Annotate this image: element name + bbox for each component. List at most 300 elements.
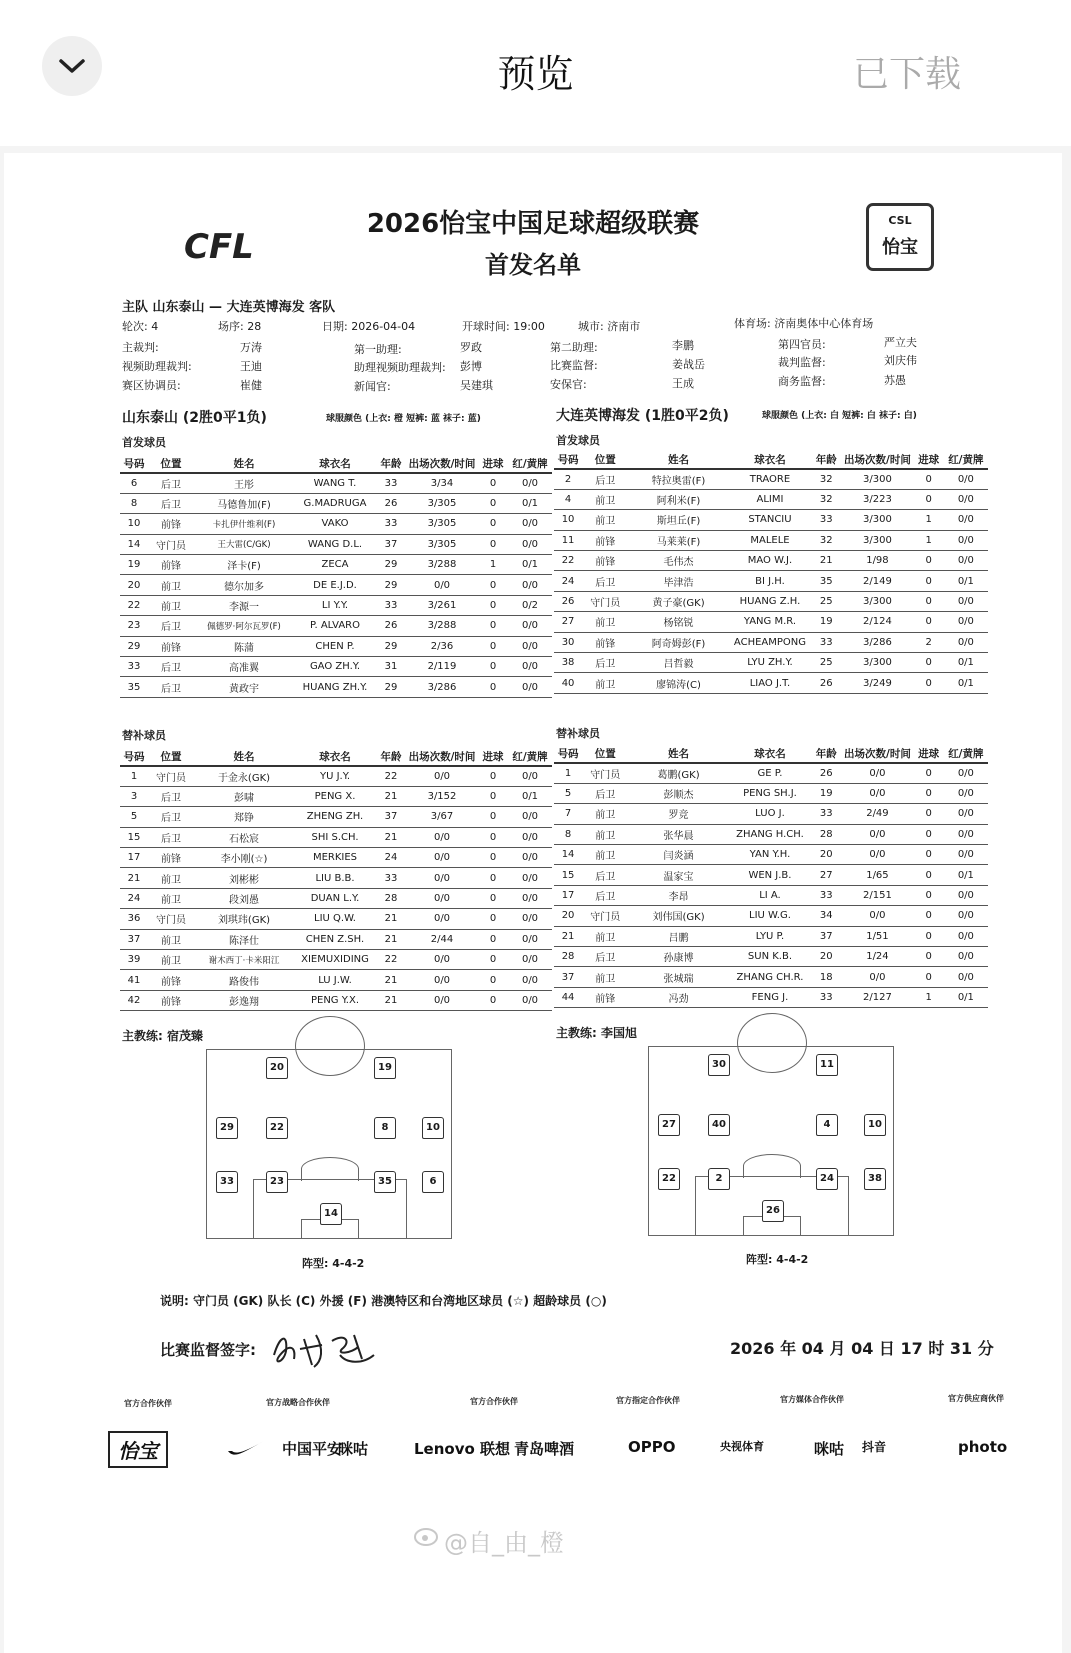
player-cell: 0 (914, 489, 944, 509)
player-cell: 守门员 (582, 763, 628, 783)
player-cell: 罗竞 (628, 804, 728, 824)
player-cell: 阿奇姆彭(F) (628, 632, 728, 652)
player-cell: 0/0 (406, 950, 478, 970)
player-cell: 20 (120, 575, 148, 595)
player-cell: 2/49 (841, 804, 913, 824)
player-cell: 0/0 (406, 868, 478, 888)
player-cell: 33 (120, 657, 148, 677)
player-cell: 14 (120, 534, 148, 554)
player-cell: 21 (376, 929, 406, 949)
player-shirt-icon: 29 (216, 1117, 238, 1139)
player-shirt-icon: 30 (708, 1054, 730, 1076)
player-cell: 0/0 (508, 929, 552, 949)
player-cell: 0 (478, 595, 508, 615)
player-cell: 前锋 (148, 636, 194, 656)
player-cell: YAN Y.H. (729, 845, 811, 865)
player-cell: ZECA (294, 555, 376, 575)
player-shirt-icon: 20 (266, 1057, 288, 1079)
player-cell: 0 (914, 926, 944, 946)
player-cell: 28 (376, 888, 406, 908)
player-row (120, 657, 552, 677)
player-cell: 前卫 (148, 950, 194, 970)
player-cell: 后卫 (582, 947, 628, 967)
sponsor-logo: 央视体育 (720, 1440, 764, 1453)
player-cell: 35 (120, 677, 148, 697)
player-cell: 1/65 (841, 865, 913, 885)
player-cell: 0 (478, 929, 508, 949)
player-cell: 0 (914, 571, 944, 591)
column-header: 年龄 (811, 451, 841, 469)
player-cell: 毕津浩 (628, 571, 728, 591)
player-row (554, 510, 988, 530)
column-header: 出场次数/时间 (406, 455, 478, 473)
sponsor-logo: 咪咕 (814, 1440, 845, 1458)
player-cell: 马莱莱(F) (628, 530, 728, 550)
player-row (120, 636, 552, 656)
player-cell: XIEMUXIDING (294, 950, 376, 970)
player-cell: MALELE (729, 530, 811, 550)
player-cell: 41 (120, 970, 148, 990)
player-cell: 黄政宇 (194, 677, 294, 697)
player-cell: 11 (554, 530, 582, 550)
player-cell: 郑铮 (194, 807, 294, 827)
player-cell: 王大雷(C/GK) (194, 534, 294, 554)
player-cell: 2/149 (841, 571, 913, 591)
player-row (554, 926, 988, 946)
player-cell: 0/0 (841, 845, 913, 865)
player-cell: 0/0 (841, 906, 913, 926)
column-header: 位置 (148, 455, 194, 473)
player-cell: 0 (478, 677, 508, 697)
player-cell: 后卫 (582, 783, 628, 803)
player-cell: 0/0 (944, 947, 988, 967)
player-cell: 0 (478, 514, 508, 534)
player-cell: LU J.W. (294, 970, 376, 990)
player-cell: WANG D.L. (294, 534, 376, 554)
sponsor-category: 官方供应商伙伴 (948, 1394, 1004, 1403)
player-shirt-icon: 35 (374, 1171, 396, 1193)
player-cell: 刘琪玮(GK) (194, 909, 294, 929)
player-cell: 0 (478, 493, 508, 513)
player-cell: 0/0 (406, 970, 478, 990)
player-cell: 0 (914, 653, 944, 673)
player-cell: 0/0 (508, 970, 552, 990)
player-cell: 0 (914, 783, 944, 803)
player-cell: 泽卡(F) (194, 555, 294, 575)
player-cell: 0/0 (944, 591, 988, 611)
player-cell: BI J.H. (729, 571, 811, 591)
player-cell: 5 (554, 783, 582, 803)
player-cell: 25 (811, 591, 841, 611)
var-name: 王迪 (240, 360, 262, 373)
player-row (554, 947, 988, 967)
column-header: 号码 (120, 455, 148, 473)
player-row (120, 514, 552, 534)
player-cell: 0 (478, 766, 508, 786)
column-header: 出场次数/时间 (841, 451, 913, 469)
player-row (120, 888, 552, 908)
player-cell: 卡扎伊什维利(F) (194, 514, 294, 534)
column-header: 红/黄牌 (944, 451, 988, 469)
player-cell: 21 (376, 827, 406, 847)
player-cell: 高准翼 (194, 657, 294, 677)
player-cell: 21 (376, 970, 406, 990)
player-cell: LYU ZH.Y. (729, 653, 811, 673)
player-cell: 0/0 (406, 990, 478, 1010)
player-cell: 0/0 (406, 766, 478, 786)
player-row (120, 990, 552, 1010)
player-cell: 21 (811, 551, 841, 571)
var-label: 视频助理裁判: (122, 360, 192, 373)
player-cell: 后卫 (582, 469, 628, 489)
player-cell: 刘伟国(GK) (628, 906, 728, 926)
player-cell: 0/0 (944, 469, 988, 489)
player-cell: 3/300 (841, 510, 913, 530)
player-cell: 3/288 (406, 555, 478, 575)
player-cell: 前锋 (148, 848, 194, 868)
supervisor-name: 姜战岳 (672, 358, 705, 371)
player-cell: YANG M.R. (729, 612, 811, 632)
player-row (554, 551, 988, 571)
doc-title: 2026怡宝中国足球超级联赛 (366, 209, 700, 239)
player-cell: 吕哲毅 (628, 653, 728, 673)
player-cell: 22 (554, 551, 582, 571)
player-cell: 前锋 (148, 514, 194, 534)
column-header: 出场次数/时间 (406, 748, 478, 766)
sponsor-logo: 抖音 (862, 1440, 887, 1454)
player-cell: ZHANG H.CH. (729, 824, 811, 844)
player-shirt-icon: 23 (266, 1171, 288, 1193)
player-cell: 0/0 (508, 950, 552, 970)
player-cell: 李昂 (628, 885, 728, 905)
away-kit: 球服颜色 (上衣: 白 短裤: 白 袜子: 白) (762, 411, 917, 421)
player-cell: 24 (554, 571, 582, 591)
player-row (554, 673, 988, 693)
supervisor-label: 比赛监督: (550, 359, 598, 372)
player-cell: 前锋 (582, 551, 628, 571)
player-cell: 0/0 (944, 885, 988, 905)
player-cell: 0/0 (508, 807, 552, 827)
venue: 体育场: 济南奥体中心体育场 (734, 317, 874, 330)
player-cell: 3/300 (841, 469, 913, 489)
player-cell: 33 (811, 885, 841, 905)
player-cell: 0/0 (841, 763, 913, 783)
player-cell: 马德鲁加(F) (194, 493, 294, 513)
away-starters-label: 首发球员 (556, 434, 600, 447)
player-cell: ACHEAMPONG (729, 632, 811, 652)
player-cell: 0/0 (508, 636, 552, 656)
player-cell: 后卫 (148, 493, 194, 513)
player-cell: 37 (120, 929, 148, 949)
player-cell: 5 (120, 807, 148, 827)
app-title: 预览 (497, 52, 574, 96)
player-cell: 0 (478, 636, 508, 656)
player-cell: 29 (376, 555, 406, 575)
weibo-icon (414, 1523, 442, 1547)
player-cell: 李源一 (194, 595, 294, 615)
player-cell: G.MADRUGA (294, 493, 376, 513)
player-cell: 0/0 (508, 888, 552, 908)
sponsor-logo: 中国平安 (282, 1440, 343, 1458)
player-cell: 陈蒲 (194, 636, 294, 656)
nike-swoosh-icon (226, 1439, 266, 1457)
player-cell: 37 (554, 967, 582, 987)
player-cell: 彭啸 (194, 786, 294, 806)
player-cell: 0/0 (508, 677, 552, 697)
ref-label: 主裁判: (122, 341, 159, 354)
player-cell: 路俊伟 (194, 970, 294, 990)
player-cell: 0/1 (508, 786, 552, 806)
commercial-label: 商务监督: (778, 375, 826, 388)
sign-date: 2026 年 04 月 04 日 17 时 31 分 (730, 1339, 994, 1358)
column-header: 进球 (914, 745, 944, 763)
player-cell: 0 (914, 591, 944, 611)
home-starters-label: 首发球员 (122, 436, 166, 449)
player-cell: 0/1 (944, 673, 988, 693)
player-cell: 张华晨 (628, 824, 728, 844)
column-header: 号码 (120, 748, 148, 766)
player-cell: 32 (811, 469, 841, 489)
player-cell: 前卫 (582, 489, 628, 509)
player-cell: MERKIES (294, 848, 376, 868)
player-cell: 21 (120, 868, 148, 888)
player-cell: GAO ZH.Y. (294, 657, 376, 677)
player-cell: 0 (478, 657, 508, 677)
player-cell: 37 (811, 926, 841, 946)
player-cell: 0/0 (944, 632, 988, 652)
a1-name: 罗政 (460, 341, 482, 354)
column-header: 出场次数/时间 (841, 745, 913, 763)
player-row (554, 612, 988, 632)
player-cell: 1/24 (841, 947, 913, 967)
player-cell: DE E.J.D. (294, 575, 376, 595)
player-cell: 0/0 (944, 783, 988, 803)
player-cell: 温家宝 (628, 865, 728, 885)
player-cell: 后卫 (148, 827, 194, 847)
player-row (120, 848, 552, 868)
player-cell: ALIMI (729, 489, 811, 509)
player-cell: 31 (376, 657, 406, 677)
player-cell: 李小刚(☆) (194, 848, 294, 868)
player-cell: 26 (376, 493, 406, 513)
player-cell: LIAO J.T. (729, 673, 811, 693)
player-cell: 28 (811, 824, 841, 844)
player-cell: 0 (914, 804, 944, 824)
player-cell: 前卫 (148, 595, 194, 615)
player-row (120, 786, 552, 806)
column-header: 姓名 (194, 748, 294, 766)
player-cell: 前卫 (582, 926, 628, 946)
column-header: 位置 (582, 745, 628, 763)
player-cell: 28 (554, 947, 582, 967)
player-cell: 吕鹏 (628, 926, 728, 946)
player-cell: 0 (478, 534, 508, 554)
player-cell: LI Y.Y. (294, 595, 376, 615)
player-cell: 0/0 (508, 657, 552, 677)
player-cell: 斯坦丘(F) (628, 510, 728, 530)
player-cell: 前卫 (582, 967, 628, 987)
player-cell: 后卫 (582, 885, 628, 905)
match-no: 场序: 28 (218, 320, 262, 333)
player-cell: 26 (811, 763, 841, 783)
player-cell: STANCIU (729, 510, 811, 530)
column-header: 球衣名 (729, 451, 811, 469)
player-cell: 葛鹏(GK) (628, 763, 728, 783)
away-subs-label: 替补球员 (556, 727, 600, 740)
avar-label: 助理视频助理裁判: (354, 361, 446, 374)
player-cell: 29 (376, 575, 406, 595)
player-cell: 守门员 (582, 906, 628, 926)
player-row (120, 929, 552, 949)
player-cell: 2/124 (841, 612, 913, 632)
player-cell: 1 (554, 763, 582, 783)
player-row (120, 575, 552, 595)
player-cell: 3/286 (841, 632, 913, 652)
player-cell: 特拉奥雷(F) (628, 469, 728, 489)
player-cell: 0 (914, 612, 944, 632)
player-row (554, 824, 988, 844)
player-cell: 1 (478, 555, 508, 575)
player-cell: 前锋 (582, 987, 628, 1007)
player-cell: 前卫 (582, 612, 628, 632)
player-cell: 20 (554, 906, 582, 926)
player-cell: 后卫 (148, 473, 194, 493)
player-cell: 0/1 (944, 865, 988, 885)
player-cell: 19 (120, 555, 148, 575)
player-cell: 0/0 (406, 909, 478, 929)
player-cell: 0/0 (508, 766, 552, 786)
player-cell: 毛伟杰 (628, 551, 728, 571)
app-bar (0, 0, 1071, 146)
player-row (554, 967, 988, 987)
player-cell: LIU B.B. (294, 868, 376, 888)
player-row (120, 950, 552, 970)
player-cell: 0 (478, 786, 508, 806)
player-shirt-icon: 4 (816, 1114, 838, 1136)
away-starters-table (554, 451, 988, 694)
column-header: 红/黄牌 (508, 455, 552, 473)
player-cell: 19 (811, 612, 841, 632)
player-cell: 38 (554, 653, 582, 673)
player-cell: 3/67 (406, 807, 478, 827)
player-cell: 3/305 (406, 534, 478, 554)
player-cell: FENG J. (729, 987, 811, 1007)
legend-note: 说明: 守门员 (GK) 队长 (C) 外援 (F) 港澳特区和台湾地区球员 (☆) 超龄球员 (○) (160, 1294, 607, 1308)
player-cell: 后卫 (148, 786, 194, 806)
player-cell: 0 (914, 865, 944, 885)
player-cell: 22 (376, 766, 406, 786)
avar-name: 彭博 (460, 360, 482, 373)
player-cell: 0/0 (406, 888, 478, 908)
player-cell: 21 (554, 926, 582, 946)
player-row (120, 766, 552, 786)
player-row (554, 865, 988, 885)
player-cell: 德尔加多 (194, 575, 294, 595)
coord-label: 赛区协调员: (122, 379, 181, 392)
player-cell: 0 (914, 947, 944, 967)
player-cell: 22 (120, 595, 148, 615)
player-cell: 守门员 (148, 534, 194, 554)
away-team-name: 大连英博海发 (1胜0平2负) (556, 408, 729, 424)
player-cell: 前锋 (582, 632, 628, 652)
player-cell: 18 (811, 967, 841, 987)
player-cell: 24 (120, 888, 148, 908)
player-cell: 0/0 (944, 551, 988, 571)
player-cell: 33 (811, 987, 841, 1007)
player-cell: 彭逸翔 (194, 990, 294, 1010)
player-cell: 0 (914, 673, 944, 693)
column-header: 红/黄牌 (944, 745, 988, 763)
column-header: 球衣名 (294, 455, 376, 473)
player-shirt-icon: 22 (658, 1168, 680, 1190)
cfl-logo: CFL (184, 227, 254, 267)
player-row (554, 632, 988, 652)
player-cell: WEN J.B. (729, 865, 811, 885)
player-cell: 20 (811, 845, 841, 865)
player-cell: 0/1 (508, 493, 552, 513)
player-row (120, 493, 552, 513)
player-row (120, 616, 552, 636)
player-row (554, 987, 988, 1007)
player-cell: 6 (120, 473, 148, 493)
player-cell: 27 (554, 612, 582, 632)
player-cell: 0/0 (508, 868, 552, 888)
player-cell: 33 (376, 473, 406, 493)
player-cell: 4 (554, 489, 582, 509)
player-cell: 前卫 (148, 888, 194, 908)
player-cell: 23 (120, 616, 148, 636)
player-cell: 10 (554, 510, 582, 530)
player-cell: 33 (376, 514, 406, 534)
player-shirt-icon: 22 (266, 1117, 288, 1139)
player-cell: 0 (478, 807, 508, 827)
player-cell: 0 (914, 885, 944, 905)
home-team-name: 山东泰山 (2胜0平1负) (122, 410, 267, 426)
column-header: 球衣名 (294, 748, 376, 766)
player-cell: 0/0 (508, 827, 552, 847)
player-cell: 21 (376, 990, 406, 1010)
player-cell: 0/0 (944, 906, 988, 926)
player-cell: 40 (554, 673, 582, 693)
match-date: 日期: 2026-04-04 (322, 320, 416, 333)
watermark: @自_由_橙 (444, 1529, 564, 1557)
player-shirt-icon: 10 (864, 1114, 886, 1136)
player-cell: 0/0 (944, 967, 988, 987)
player-cell: 彭顺杰 (628, 783, 728, 803)
player-cell: 3/288 (406, 616, 478, 636)
player-cell: 后卫 (582, 865, 628, 885)
player-cell: 0/0 (406, 827, 478, 847)
player-cell: LUO J. (729, 804, 811, 824)
player-cell: 35 (811, 571, 841, 591)
player-cell: 29 (376, 677, 406, 697)
player-cell: 32 (811, 530, 841, 550)
player-cell: YU J.Y. (294, 766, 376, 786)
player-cell: 0/0 (944, 530, 988, 550)
player-cell: 29 (376, 636, 406, 656)
player-row (120, 970, 552, 990)
ref-supervisor-name: 刘庆伟 (884, 354, 917, 367)
player-row (120, 909, 552, 929)
a1-label: 第一助理: (354, 343, 402, 356)
player-cell: 0/0 (508, 534, 552, 554)
player-cell: 1 (914, 987, 944, 1007)
column-header: 进球 (914, 451, 944, 469)
download-status[interactable]: 已下载 (852, 54, 961, 95)
player-cell: 1 (120, 766, 148, 786)
player-cell: 15 (554, 865, 582, 885)
player-cell: 7 (554, 804, 582, 824)
